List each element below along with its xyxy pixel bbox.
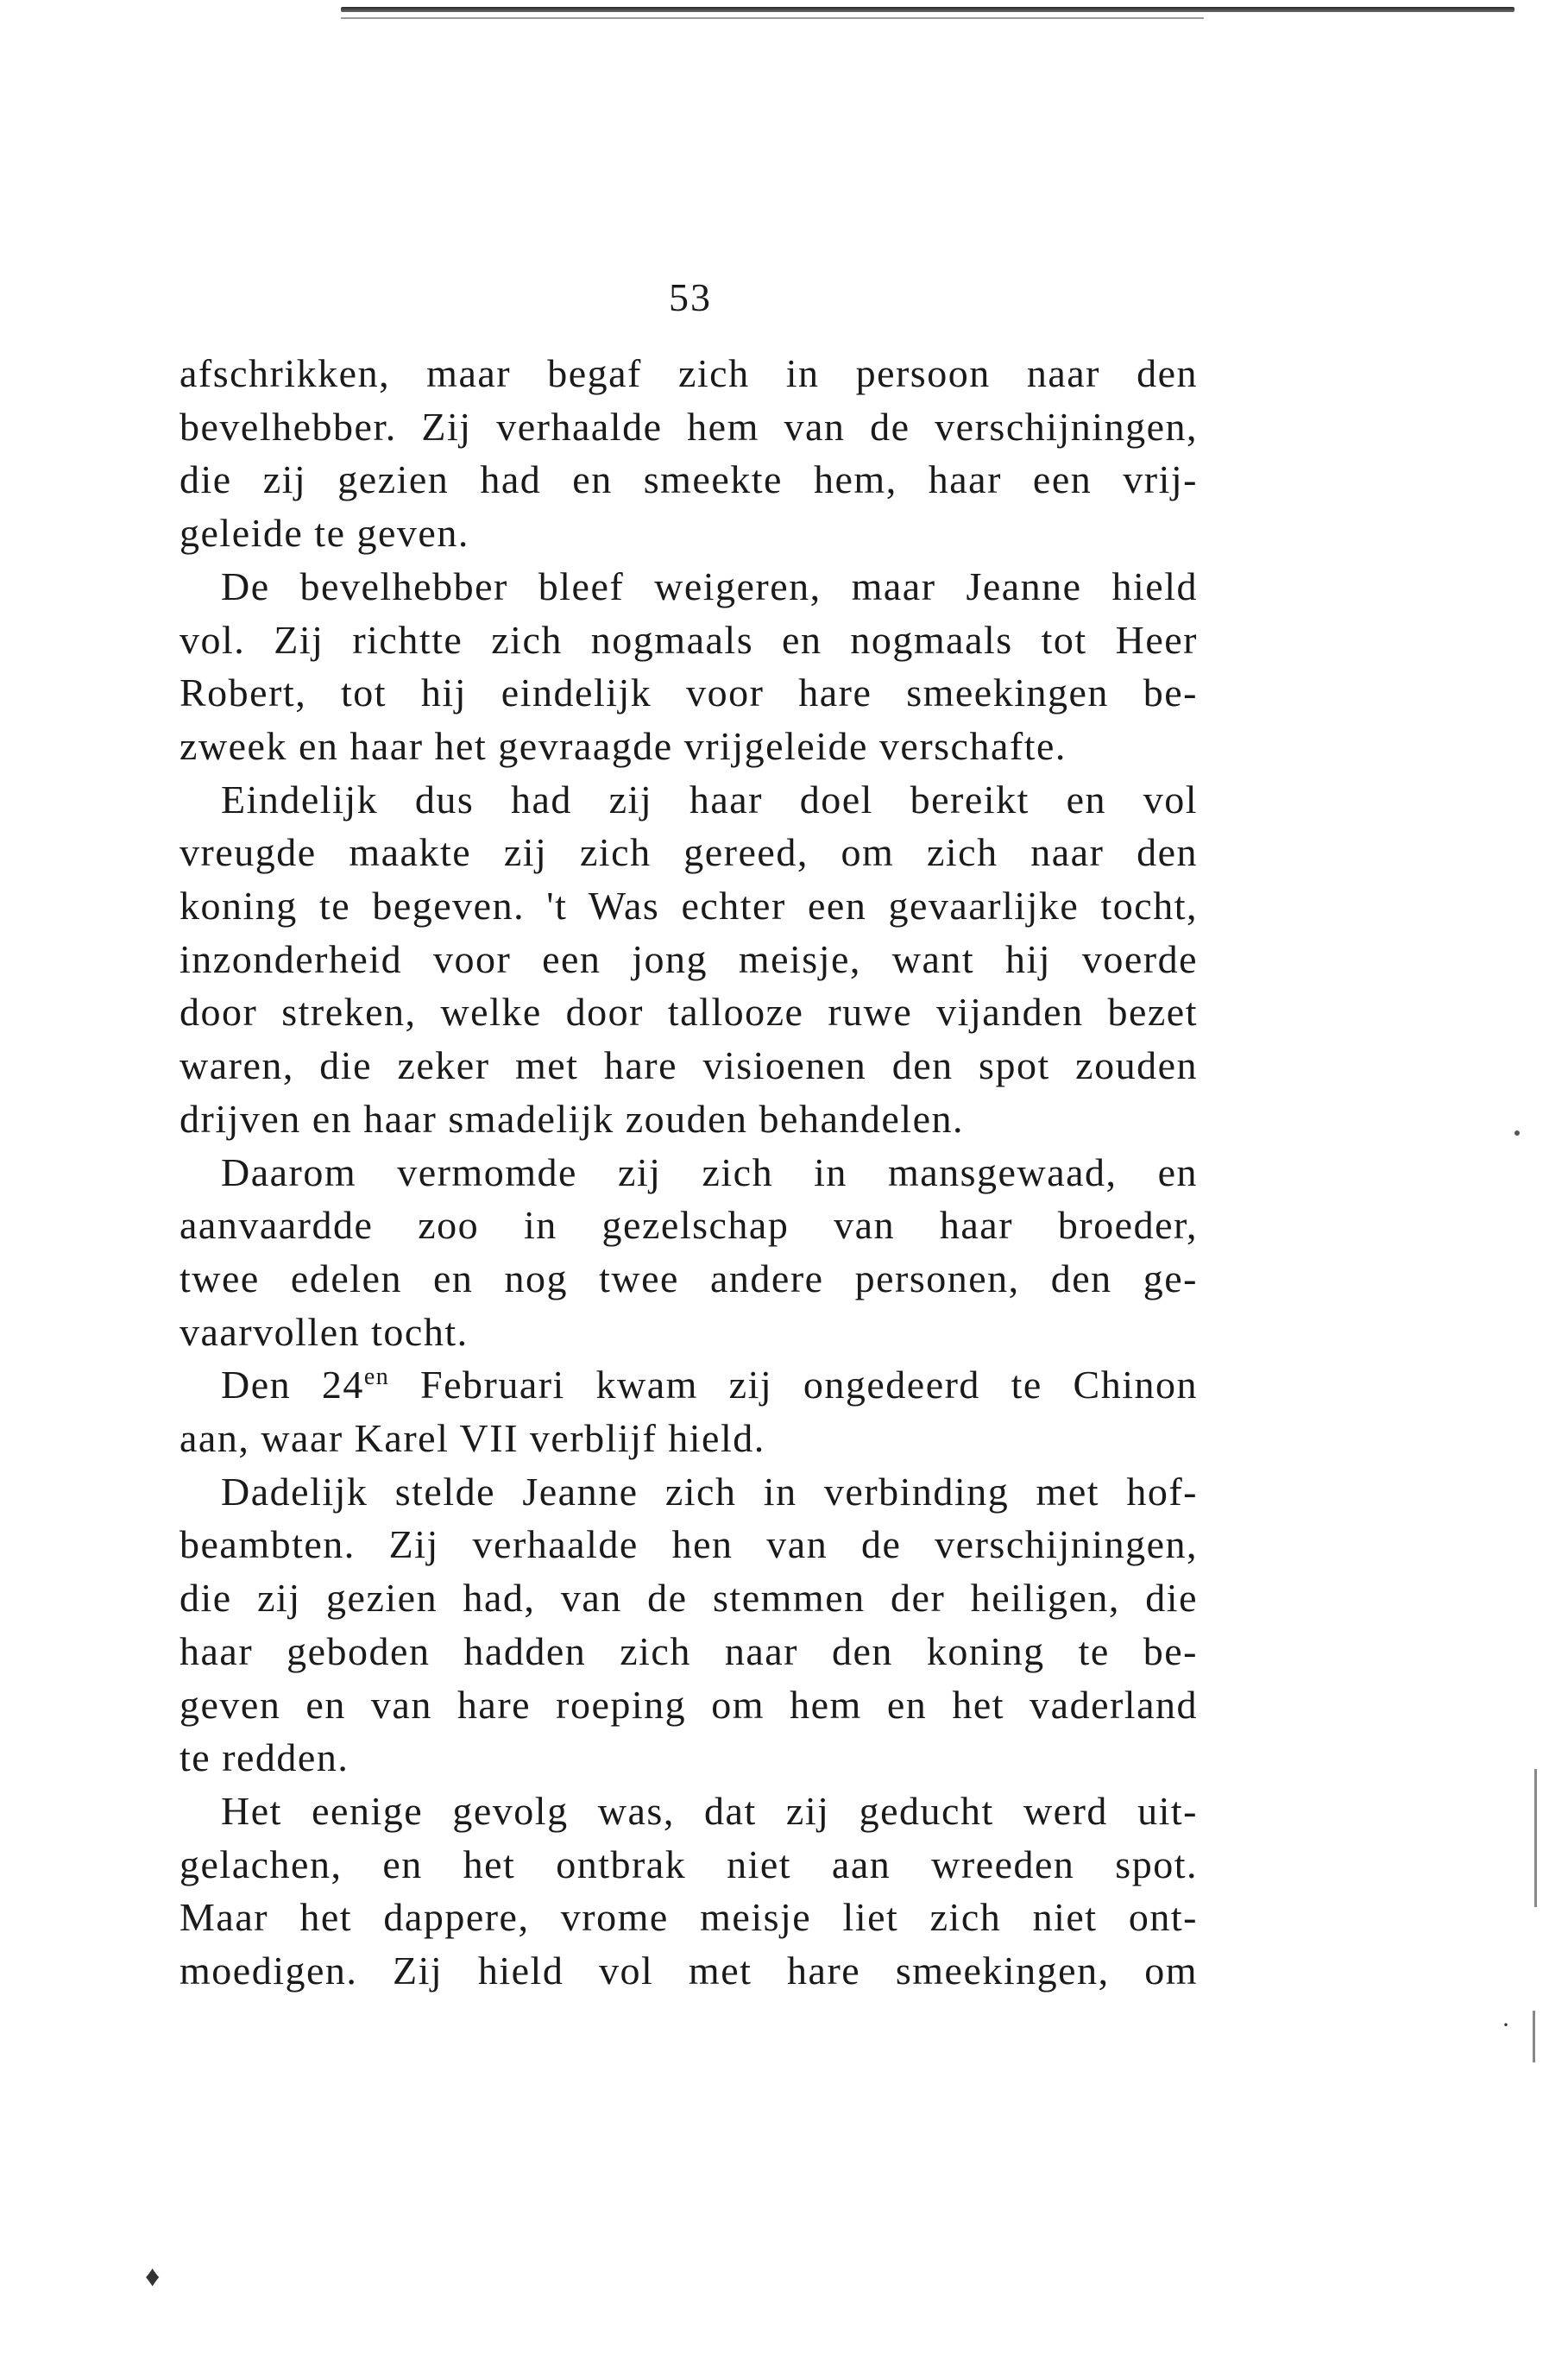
text-line: drijven en haar smadelijk zouden behandelen.	[179, 1096, 965, 1141]
body-text	[179, 347, 1198, 1998]
text-line: bevelhebber. Zij verhaalde hem van de verschijningen,	[179, 404, 1198, 449]
paragraph	[179, 773, 1198, 1146]
text-line: koning te begeven. 't Was echter een gevaarlijke tocht,	[179, 884, 1198, 929]
text-segment: Den 24	[221, 1363, 364, 1407]
scan-top-rule-thin	[341, 17, 1204, 19]
text-line: Daarom vermomde zij zich in mansgewaad, en	[221, 1149, 1198, 1194]
margin-mark-bottom-left: ♦	[145, 2261, 161, 2293]
text-line: zweek en haar het gevraagde vrijgeleide verschafte.	[179, 723, 1067, 768]
paragraph	[179, 1358, 1198, 1464]
text-line: vaarvollen tocht.	[179, 1309, 469, 1354]
text-line: aanvaardde zoo in gezelschap van haar broeder,	[179, 1203, 1198, 1248]
text-line: moedigen. Zij hield vol met hare smeekingen, om	[179, 1949, 1198, 1993]
paragraph	[179, 1465, 1198, 1785]
text-line: Robert, tot hij eindelijk voor hare smeekingen be-	[179, 671, 1198, 715]
text-line: Het eenige gevolg was, dat zij geducht werd uit-	[221, 1788, 1198, 1833]
paragraph	[179, 560, 1198, 773]
superscript: en	[363, 1363, 390, 1391]
text-line: aan, waar Karel VII verblijf hield.	[179, 1416, 765, 1461]
text-line: te redden.	[179, 1735, 349, 1780]
text-line: inzonderheid voor een jong meisje, want hij voerde	[179, 936, 1198, 981]
text-line: waren, die zeker met hare visioenen den spot zouden	[179, 1043, 1198, 1088]
paragraph	[179, 347, 1198, 560]
text-line: door streken, welke door tallooze ruwe vijanden bezet	[179, 990, 1198, 1035]
scan-edge-speck	[1534, 1769, 1537, 1907]
scan-top-rule	[341, 7, 1514, 12]
margin-speck-right	[1514, 1130, 1520, 1136]
text-line: geleide te geven.	[179, 511, 469, 556]
text-line: beambten. Zij verhaalde hen van de verschijningen,	[179, 1522, 1198, 1567]
text-line: twee edelen en nog twee andere personen, den ge-	[179, 1256, 1198, 1300]
text-line	[179, 1358, 1198, 1412]
paragraph	[179, 1785, 1198, 1998]
text-line: die zij gezien had, van de stemmen der heiligen, die	[179, 1576, 1198, 1621]
page-number: 53	[669, 275, 712, 319]
text-line: vreugde maakte zij zich gereed, om zich naar den	[179, 830, 1198, 875]
text-line: Dadelijk stelde Jeanne zich in verbinding met hof-	[221, 1469, 1198, 1514]
text-line: afschrikken, maar begaf zich in persoon naar den	[179, 351, 1198, 395]
text-line: Eindelijk dus had zij haar doel bereikt en vol	[221, 777, 1198, 822]
paragraph	[179, 1146, 1198, 1359]
margin-mark-right-mid: ·	[1502, 2011, 1510, 2039]
text-line: vol. Zij richtte zich nogmaals en nogmaals tot Heer	[179, 617, 1198, 662]
text-line: De bevelhebber bleef weigeren, maar Jeanne hield	[221, 564, 1198, 608]
text-line: geven en van hare roeping om hem en het vaderland	[179, 1682, 1198, 1727]
text-segment: Februari kwam zij ongedeerd te Chinon	[389, 1363, 1198, 1407]
text-line: die zij gezien had en smeekte hem, haar een vrij-	[179, 457, 1198, 502]
text-line: Maar het dappere, vrome meisje liet zich niet ont-	[179, 1895, 1198, 1940]
text-line: gelachen, en het ontbrak niet aan wreeden spot.	[179, 1842, 1198, 1886]
scan-edge-speck-2	[1533, 2011, 1535, 2062]
text-line: haar geboden hadden zich naar den koning te be-	[179, 1628, 1198, 1673]
